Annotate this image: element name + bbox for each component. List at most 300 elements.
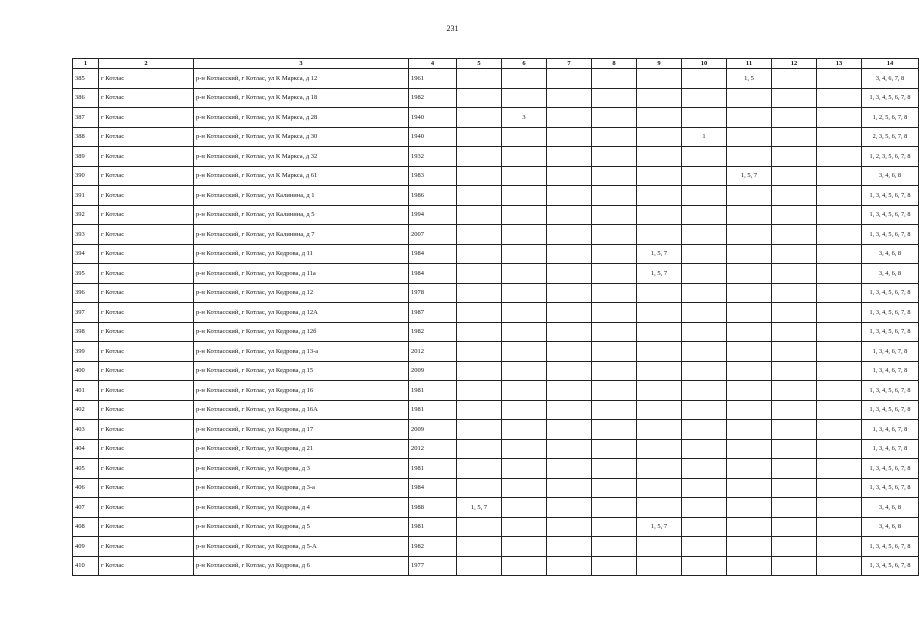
table-cell [727, 303, 772, 323]
table-cell [727, 478, 772, 498]
table-cell [592, 244, 637, 264]
table-row [73, 69, 919, 89]
table-cell [817, 127, 862, 147]
table-cell [772, 303, 817, 323]
table-cell: р-н Котласский, г Котлас, ул Кедрова, д 16 [194, 381, 409, 401]
table-cell: 2012 [409, 439, 457, 459]
table-cell: р-н Котласский, г Котлас, ул Калинина, д 1 [194, 186, 409, 206]
table-cell: 409 [73, 537, 99, 557]
table-cell [817, 264, 862, 284]
table-cell [682, 303, 727, 323]
table-cell [637, 69, 682, 89]
table-cell [682, 400, 727, 420]
table-cell: г Котлас [99, 459, 194, 479]
header-row [73, 59, 919, 69]
table-cell [502, 186, 547, 206]
table-cell [727, 127, 772, 147]
table-cell [547, 264, 592, 284]
table-cell [727, 439, 772, 459]
table-cell [457, 186, 502, 206]
column-header: 10 [682, 59, 727, 69]
table-cell [592, 381, 637, 401]
table-cell [772, 342, 817, 362]
table-cell: 1986 [409, 186, 457, 206]
table-cell [637, 108, 682, 128]
table-cell [637, 556, 682, 576]
table-cell: г Котлас [99, 400, 194, 420]
table-cell: 1982 [409, 537, 457, 557]
table-cell: 389 [73, 147, 99, 167]
table-cell [547, 147, 592, 167]
table-cell [682, 205, 727, 225]
table-row [73, 556, 919, 576]
table-cell [682, 517, 727, 537]
table-cell [817, 88, 862, 108]
table-cell [682, 186, 727, 206]
table-cell [502, 400, 547, 420]
table-cell [502, 303, 547, 323]
table-cell [727, 225, 772, 245]
table-cell: 402 [73, 400, 99, 420]
column-header: 9 [637, 59, 682, 69]
table-cell [592, 88, 637, 108]
table-cell [682, 556, 727, 576]
table-cell: 1940 [409, 108, 457, 128]
table-cell [547, 498, 592, 518]
table-cell [772, 69, 817, 89]
table-cell [637, 205, 682, 225]
table-row [73, 186, 919, 206]
table-cell [457, 361, 502, 381]
table-cell: 1981 [409, 381, 457, 401]
table-cell: 2009 [409, 361, 457, 381]
table-cell [817, 186, 862, 206]
table-cell: р-н Котласский, г Котлас, ул К Маркса, д 18 [194, 88, 409, 108]
table-cell [547, 517, 592, 537]
column-header: 12 [772, 59, 817, 69]
table-cell: 386 [73, 88, 99, 108]
table-cell: 1982 [409, 88, 457, 108]
table-cell [817, 537, 862, 557]
table-cell [547, 322, 592, 342]
table-cell [637, 88, 682, 108]
table-cell: р-н Котласский, г Котлас, ул К Маркса, д 32 [194, 147, 409, 167]
table-cell [637, 303, 682, 323]
table-row [73, 283, 919, 303]
table-cell [637, 166, 682, 186]
table-cell [547, 127, 592, 147]
table-cell [502, 459, 547, 479]
table-cell: р-н Котласский, г Котлас, ул Кедрова, д 4 [194, 498, 409, 518]
table-cell: р-н Котласский, г Котлас, ул Кедрова, д 13-а [194, 342, 409, 362]
table-cell [547, 381, 592, 401]
table-cell: 1, 3, 4, 5, 6, 7, 8 [862, 283, 919, 303]
table-cell [772, 400, 817, 420]
table-cell [727, 88, 772, 108]
table-cell: 3, 4, 6, 8 [862, 498, 919, 518]
table-row [73, 517, 919, 537]
table-cell: 394 [73, 244, 99, 264]
table-cell [547, 420, 592, 440]
table-cell: 1, 3, 4, 5, 6, 7, 8 [862, 205, 919, 225]
table-cell: 407 [73, 498, 99, 518]
table-cell [592, 108, 637, 128]
table-cell [592, 478, 637, 498]
table-row [73, 264, 919, 284]
table-cell: 2012 [409, 342, 457, 362]
table-cell [547, 439, 592, 459]
table-cell: 1978 [409, 283, 457, 303]
table-cell [817, 205, 862, 225]
table-cell [547, 303, 592, 323]
table-cell [547, 459, 592, 479]
table-cell: р-н Котласский, г Котлас, ул Кедрова, д 3-а [194, 478, 409, 498]
table-cell [682, 69, 727, 89]
table-cell: 387 [73, 108, 99, 128]
table-cell: 3, 4, 6, 8 [862, 244, 919, 264]
column-header: 5 [457, 59, 502, 69]
table-cell: 1, 3, 4, 6, 7, 8 [862, 361, 919, 381]
table-cell [727, 361, 772, 381]
table-cell: 1982 [409, 322, 457, 342]
table-cell: г Котлас [99, 537, 194, 557]
table-cell: г Котлас [99, 439, 194, 459]
table-cell: 398 [73, 322, 99, 342]
table-row [73, 420, 919, 440]
table-cell: 395 [73, 264, 99, 284]
table-cell [457, 381, 502, 401]
table-cell [727, 186, 772, 206]
table-cell: р-н Котласский, г Котлас, ул Кедрова, д 11а [194, 264, 409, 284]
table-cell: г Котлас [99, 205, 194, 225]
table-cell [637, 127, 682, 147]
table-cell [772, 537, 817, 557]
table-cell [502, 420, 547, 440]
table-cell: 405 [73, 459, 99, 479]
table-cell: 2007 [409, 225, 457, 245]
table-cell [772, 264, 817, 284]
table-cell: 1940 [409, 127, 457, 147]
table-cell: 1932 [409, 147, 457, 167]
table-cell: г Котлас [99, 127, 194, 147]
table-cell [682, 108, 727, 128]
table-row [73, 205, 919, 225]
table-cell [682, 225, 727, 245]
table-cell: р-н Котласский, г Котлас, ул Кедрова, д 12б [194, 322, 409, 342]
table-cell [592, 439, 637, 459]
table-cell [592, 69, 637, 89]
table-cell: 1, 3, 4, 5, 6, 7, 8 [862, 322, 919, 342]
table-cell [502, 517, 547, 537]
table-cell [817, 322, 862, 342]
table-row [73, 459, 919, 479]
table-cell: 1, 3, 4, 6, 7, 8 [862, 342, 919, 362]
table-cell [817, 400, 862, 420]
table-cell [457, 517, 502, 537]
table-cell: 403 [73, 420, 99, 440]
table-cell: 1, 3, 4, 5, 6, 7, 8 [862, 303, 919, 323]
table-cell [727, 147, 772, 167]
table-cell [502, 225, 547, 245]
table-cell [457, 244, 502, 264]
table-cell: 1981 [409, 459, 457, 479]
table-cell: 1, 3, 4, 5, 6, 7, 8 [862, 186, 919, 206]
table-cell [592, 420, 637, 440]
table-cell: 2009 [409, 420, 457, 440]
table-cell [772, 478, 817, 498]
table-row [73, 127, 919, 147]
table-cell: г Котлас [99, 322, 194, 342]
table-cell [817, 439, 862, 459]
table-cell [682, 166, 727, 186]
table-cell [457, 420, 502, 440]
table-cell: 392 [73, 205, 99, 225]
table-cell: г Котлас [99, 420, 194, 440]
table-cell [457, 127, 502, 147]
table-cell: г Котлас [99, 225, 194, 245]
column-header: 1 [73, 59, 99, 69]
table-cell [502, 88, 547, 108]
table-cell [592, 459, 637, 479]
table-cell [457, 400, 502, 420]
table-cell [772, 186, 817, 206]
table-cell [502, 439, 547, 459]
table-cell [817, 381, 862, 401]
column-header: 8 [592, 59, 637, 69]
table-row [73, 108, 919, 128]
table-cell [682, 478, 727, 498]
table-cell [547, 342, 592, 362]
table-cell: 1994 [409, 205, 457, 225]
table-cell [727, 322, 772, 342]
table-cell [457, 108, 502, 128]
table-cell: р-н Котласский, г Котлас, ул Кедрова, д 15 [194, 361, 409, 381]
table-cell: 1984 [409, 264, 457, 284]
table-cell [682, 439, 727, 459]
table-cell [727, 264, 772, 284]
table-cell [772, 147, 817, 167]
table-cell: г Котлас [99, 108, 194, 128]
table-cell: 1961 [409, 69, 457, 89]
table-cell [817, 283, 862, 303]
table-cell [592, 322, 637, 342]
table-cell: г Котлас [99, 517, 194, 537]
table-cell: г Котлас [99, 166, 194, 186]
table-cell: 390 [73, 166, 99, 186]
table-cell [727, 205, 772, 225]
table-cell [592, 400, 637, 420]
table-cell [592, 361, 637, 381]
table-cell [682, 283, 727, 303]
table-cell [457, 225, 502, 245]
table-cell [682, 244, 727, 264]
column-header: 6 [502, 59, 547, 69]
table-cell [547, 361, 592, 381]
table-cell [502, 322, 547, 342]
table-cell [592, 264, 637, 284]
table-cell [682, 147, 727, 167]
table-cell: 406 [73, 478, 99, 498]
table-cell: р-н Котласский, г Котлас, ул К Маркса, д 61 [194, 166, 409, 186]
table-cell: 1977 [409, 556, 457, 576]
table-row [73, 381, 919, 401]
table-cell: 393 [73, 225, 99, 245]
table-cell: 1, 5, 7 [637, 264, 682, 284]
table-cell: г Котлас [99, 69, 194, 89]
table-cell: р-н Котласский, г Котлас, ул Кедрова, д 6 [194, 556, 409, 576]
table-cell: 1, 5 [727, 69, 772, 89]
table-cell [457, 283, 502, 303]
table-cell [547, 88, 592, 108]
table-cell [682, 459, 727, 479]
table-cell: г Котлас [99, 556, 194, 576]
table-cell [592, 556, 637, 576]
table-cell [637, 498, 682, 518]
table-cell [592, 283, 637, 303]
table-cell [502, 283, 547, 303]
table-cell: р-н Котласский, г Котлас, ул К Маркса, д 28 [194, 108, 409, 128]
table-cell [637, 361, 682, 381]
table-cell [727, 517, 772, 537]
column-header: 7 [547, 59, 592, 69]
table-cell: 399 [73, 342, 99, 362]
table-cell: 1, 3, 4, 5, 6, 7, 8 [862, 556, 919, 576]
table-cell [502, 69, 547, 89]
table-row [73, 361, 919, 381]
table-row [73, 537, 919, 557]
table-cell [727, 537, 772, 557]
column-header: 4 [409, 59, 457, 69]
table-cell [637, 322, 682, 342]
table-cell [592, 303, 637, 323]
table-cell [772, 381, 817, 401]
table-cell: р-н Котласский, г Котлас, ул Кедрова, д 17 [194, 420, 409, 440]
table-cell [727, 108, 772, 128]
table-cell [592, 517, 637, 537]
table-cell: 1981 [409, 517, 457, 537]
table-cell: 1987 [409, 303, 457, 323]
table-cell [457, 69, 502, 89]
table-cell [637, 147, 682, 167]
table-cell: 385 [73, 69, 99, 89]
table-cell [547, 537, 592, 557]
table-cell [457, 322, 502, 342]
table-cell [727, 556, 772, 576]
table-cell [502, 478, 547, 498]
table-row [73, 166, 919, 186]
table-cell [817, 556, 862, 576]
table-cell [547, 108, 592, 128]
table-cell [457, 537, 502, 557]
table-cell: 1981 [409, 400, 457, 420]
table-cell [637, 400, 682, 420]
table-cell [727, 244, 772, 264]
table-cell: 1 [682, 127, 727, 147]
table-cell [637, 186, 682, 206]
table-cell [682, 381, 727, 401]
table-cell [502, 127, 547, 147]
table-cell: 3, 4, 6, 7, 8 [862, 69, 919, 89]
table-cell: 1984 [409, 478, 457, 498]
table-cell: г Котлас [99, 342, 194, 362]
column-header: 13 [817, 59, 862, 69]
table-cell: г Котлас [99, 264, 194, 284]
table-cell: 1, 3, 4, 6, 7, 8 [862, 420, 919, 440]
table-cell [547, 283, 592, 303]
table-cell [772, 420, 817, 440]
table-cell: 1, 3, 4, 5, 6, 7, 8 [862, 225, 919, 245]
table-cell [457, 166, 502, 186]
table-cell [547, 478, 592, 498]
table-cell [547, 205, 592, 225]
table-cell [637, 439, 682, 459]
table-cell: 3 [502, 108, 547, 128]
table-cell [502, 498, 547, 518]
table-cell: 396 [73, 283, 99, 303]
table-cell: 1, 3, 4, 5, 6, 7, 8 [862, 400, 919, 420]
table-cell: 3, 4, 6, 8 [862, 264, 919, 284]
table-cell: 1, 3, 4, 5, 6, 7, 8 [862, 88, 919, 108]
table-row [73, 303, 919, 323]
table-row [73, 498, 919, 518]
table-cell [727, 459, 772, 479]
table-cell: 1, 3, 4, 6, 7, 8 [862, 439, 919, 459]
table-cell [637, 283, 682, 303]
table-cell [772, 225, 817, 245]
table-cell: 1, 5, 7 [457, 498, 502, 518]
table-cell: р-н Котласский, г Котлас, ул Кедрова, д 12А [194, 303, 409, 323]
table-cell [817, 225, 862, 245]
table-cell [772, 498, 817, 518]
table-cell: г Котлас [99, 244, 194, 264]
table-cell [457, 556, 502, 576]
table-row [73, 322, 919, 342]
table-cell: г Котлас [99, 361, 194, 381]
table-cell [592, 225, 637, 245]
table-cell [457, 205, 502, 225]
table-cell: р-н Котласский, г Котлас, ул Калинина, д 7 [194, 225, 409, 245]
table-cell [547, 166, 592, 186]
table-cell [547, 69, 592, 89]
table-cell [817, 459, 862, 479]
table-cell: г Котлас [99, 303, 194, 323]
table-row [73, 225, 919, 245]
table-cell [772, 88, 817, 108]
table-cell [502, 147, 547, 167]
table-cell [682, 537, 727, 557]
table-cell: 410 [73, 556, 99, 576]
table-cell [457, 147, 502, 167]
table-cell [502, 361, 547, 381]
table-cell [772, 517, 817, 537]
table-cell: г Котлас [99, 147, 194, 167]
table-cell [502, 264, 547, 284]
table-cell [637, 459, 682, 479]
table-cell: 404 [73, 439, 99, 459]
table-cell: р-н Котласский, г Котлас, ул Кедрова, д 11 [194, 244, 409, 264]
table-cell [772, 322, 817, 342]
table-cell: 401 [73, 381, 99, 401]
table-row [73, 147, 919, 167]
table-cell: 1, 3, 4, 5, 6, 7, 8 [862, 537, 919, 557]
table-cell: 1, 2, 5, 6, 7, 8 [862, 108, 919, 128]
table-cell [592, 166, 637, 186]
table-cell [547, 244, 592, 264]
table-cell [502, 205, 547, 225]
table-cell [637, 342, 682, 362]
table-cell: г Котлас [99, 478, 194, 498]
table-cell [457, 459, 502, 479]
